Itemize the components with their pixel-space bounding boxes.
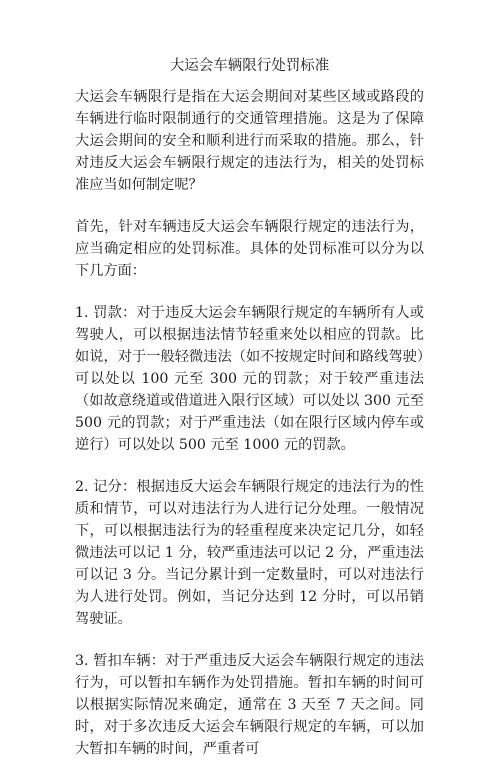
paragraph-first: 首先，针对车辆违反大运会车辆限行规定的违法行为，应当确定相应的处罚标准。具体的处罚标准可以分为以下几方面： (75, 219, 424, 279)
document-title: 大运会车辆限行处罚标准 (169, 58, 330, 74)
paragraph-impound: 3. 暂扣车辆：对于严重违反大运会车辆限行规定的违法行为，可以暂扣车辆作为处罚措施。暂扣车辆的时间可以根据实际情况来确定，通常在 3 天至 7 天之间。同时，对于多次违反大运会车辆限行规定的车辆，可以加大暂扣车辆的时间，严重者可 (75, 653, 424, 757)
paragraph-intro: 大运会车辆限行是指在大运会期间对某些区域或路段的车辆进行临时限制通行的交通管理措施。这是为了保障大运会期间的安全和顺利进行而采取的措施。那么，针对违反大运会车辆限行规定的违法行为，相关的处罚标准应当如何制定呢？ (75, 89, 424, 193)
paragraph-points: 2. 记分：根据违反大运会车辆限行规定的违法行为的性质和情节，可以对违法行为人进行记分处理。一般情况下，可以根据违法行为的轻重程度来决定记几分，如轻微违法可以记 1 分，较严重违法可以记 2 分，严重违法可以记 3 分。当记分累计到一定数量时，可以对违法行为人进行处罚。例如，当记分达到 12 分时，可以吊销驾驶证。 (75, 479, 424, 627)
paragraph-fine: 1. 罚款：对于违反大运会车辆限行规定的车辆所有人或驾驶人，可以根据违法情节轻重来处以相应的罚款。比如说，对于一般轻微违法（如不按规定时间和路线驾驶）可以处以 100 元至 300 元的罚款；对于较严重违法（如故意绕道或借道进入限行区域）可以处以 300 元至 500 元的罚款；对于严重违法（如在限行区域内停车或逆行）可以处以 500 元至 1000 元的罚款。 (75, 305, 424, 453)
